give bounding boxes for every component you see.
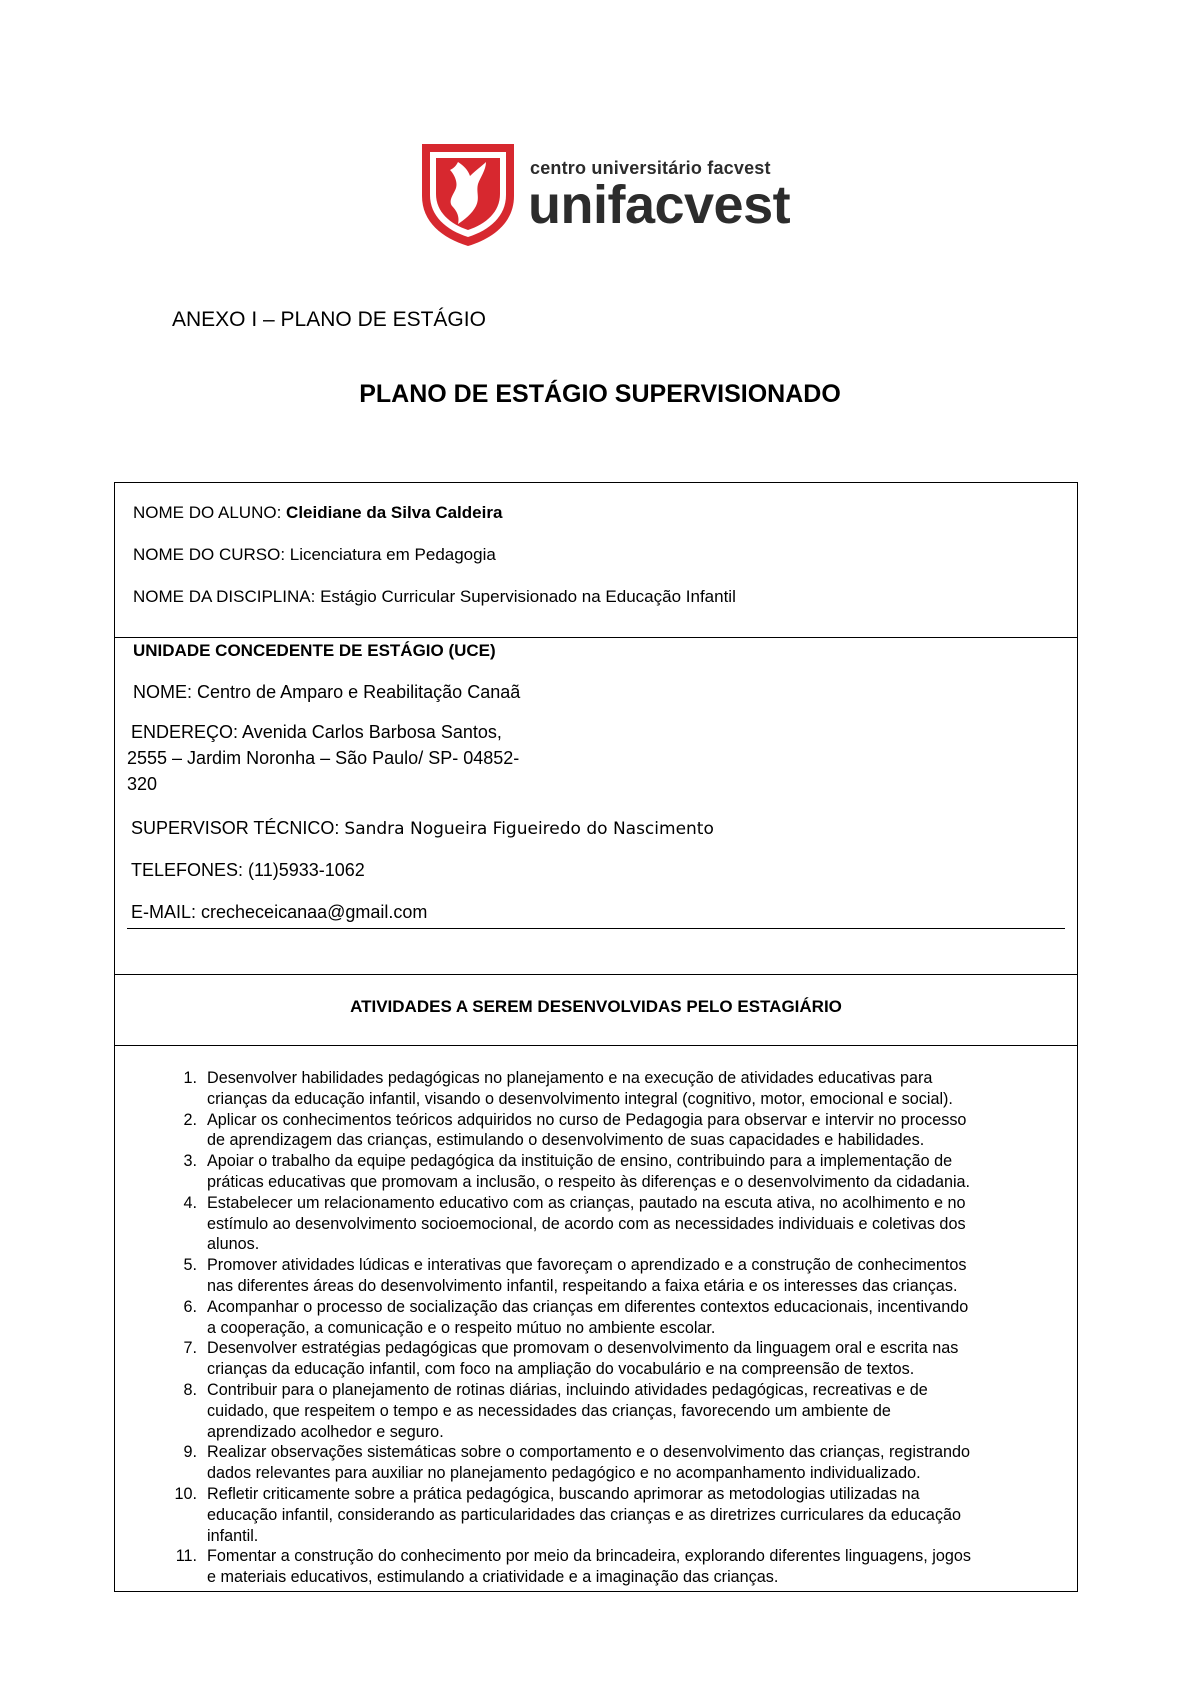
activity-text-line: crianças da educação infantil, visando o desenvolvimento integral (cognitivo, motor, emocional e social). [207,1089,953,1108]
activity-text-line: Promover atividades lúdicas e interativas que favoreçam o aprendizado e a construção de conhecimentos [207,1256,967,1275]
activities-heading-section [114,974,1078,1046]
activity-text-line: cuidado, que respeitem o tempo e as necessidades das crianças, favorecendo um ambiente de [207,1401,891,1420]
activity-text-line: práticas educativas que promovam a inclusão, o respeito às diferenças e o desenvolvimento da cidadania. [207,1172,971,1191]
activity-number: 4. [183,1193,197,1212]
uce-heading: UNIDADE CONCEDENTE DE ESTÁGIO (UCE) [133,641,496,660]
activity-number: 1. [183,1069,197,1087]
activity-text-line: Realizar observações sistemáticas sobre o comportamento e o desenvolvimento das crianças, registrando [207,1443,970,1462]
activity-text-line: nas diferentes áreas do desenvolvimento infantil, respeitando a faixa etária e os interesses das crianças. [207,1276,958,1295]
student-info-section [114,482,1078,638]
annex-title: ANEXO I – PLANO DE ESTÁGIO [172,308,486,331]
activity-text-line: educação infantil, considerando as particularidades das crianças e as diretrizes curriculares da educação [207,1505,962,1524]
activity-item [115,1484,1077,1546]
uce-section [114,637,1078,975]
uce-address-line-2: 2555 – Jardim Noronha – São Paulo/ SP- 04852- [127,748,520,768]
activity-text-line: Fomentar a construção do conhecimento por meio da brincadeira, explorando diferentes linguagens, jogos [207,1547,971,1566]
course-value: Licenciatura em Pedagogia [289,545,496,564]
activity-text-line: crianças da educação infantil, com foco na ampliação do vocabulário e na compreensão de textos. [207,1360,915,1379]
uce-address-value-1: Avenida Carlos Barbosa Santos, [242,722,502,742]
uce-email-label: E-MAIL: [131,902,197,922]
activity-text-line: e materiais educativos, estimulando a criatividade e a imaginação das crianças. [207,1568,779,1587]
activity-text-line: de aprendizagem das crianças, estimulando o desenvolvimento de suas capacidades e habilidades. [207,1131,925,1150]
activity-text-line: Aplicar os conhecimentos teóricos adquiridos no curso de Pedagogia para observar e intervir no processo [207,1110,967,1129]
activity-number: 9. [183,1443,197,1462]
student-name-value: Cleidiane da Silva Caldeira [286,503,503,522]
activity-text-line: Apoiar o trabalho da equipe pedagógica da instituição de ensino, contribuindo para a implementação de [207,1152,953,1171]
activity-item [115,1546,1077,1588]
activity-text-line: Contribuir para o planejamento de rotinas diárias, incluindo atividades pedagógicas, recreativas e de [207,1380,928,1399]
activity-text-line: Desenvolver estratégias pedagógicas que promovam o desenvolvimento da linguagem oral e escrita nas [207,1339,959,1358]
course-row [133,545,496,565]
activity-number: 2. [183,1110,197,1129]
activity-item [115,1380,1077,1442]
activity-item [115,1151,1077,1193]
activity-item [115,1110,1077,1152]
uce-phones-label: TELEFONES: [131,860,244,880]
activity-text-line: alunos. [207,1235,260,1254]
activity-item [115,1297,1077,1339]
page-title: PLANO DE ESTÁGIO SUPERVISIONADO [359,380,841,408]
activity-number: 11. [175,1547,197,1566]
unifacvest-logo [420,140,800,250]
activity-text-line: aprendizado acolhedor e seguro. [207,1422,444,1441]
logo-subtitle: centro universitário facvest [530,158,771,178]
logo-wordmark: unifacvest [528,175,791,235]
uce-phones-value: (11)5933-1062 [248,860,365,880]
uce-address-label: ENDEREÇO: [131,722,239,742]
uce-email-value: crecheceicanaa@gmail.com [201,902,428,922]
activity-number: 3. [183,1152,197,1171]
activity-text-line: a cooperação, a comunicação e o respeito mútuo no ambiente escolar. [207,1318,716,1337]
student-name-label: NOME DO ALUNO: [133,503,282,522]
activity-number: 5. [183,1256,197,1275]
uce-supervisor-label: SUPERVISOR TÉCNICO: [131,818,340,838]
uce-supervisor-value: Sandra Nogueira Figueiredo do Nascimento [344,819,714,839]
activity-number: 7. [183,1339,197,1358]
activity-text-line: Refletir criticamente sobre a prática pedagógica, buscando aprimorar as metodologias utilizadas na [207,1484,920,1503]
activities-list [115,1068,1077,1588]
activity-text-line: dados relevantes para auxiliar no planejamento pedagógico e no acompanhamento individualizado. [207,1464,921,1483]
uce-phones-row [131,860,365,881]
activity-text-line: estímulo ao desenvolvimento socioemocional, de acordo com as necessidades individuais e coletivas dos [207,1214,966,1233]
activity-number: 6. [183,1297,197,1316]
activity-text-line: Estabelecer um relacionamento educativo com as crianças, pautado na escuta ativa, no acolhimento e no [207,1193,966,1212]
course-label: NOME DO CURSO: [133,545,286,564]
activity-number: 8. [183,1380,197,1399]
activity-text-line: Acompanhar o processo de socialização das crianças em diferentes contextos educacionais, incentivando [207,1297,969,1316]
unifacvest-shield-icon [420,140,516,248]
activity-item [115,1193,1077,1255]
uce-address-line-3: 320 [127,774,158,794]
activity-item [115,1338,1077,1380]
uce-name-value: Centro de Amparo e Reabilitação Canaã [197,682,521,702]
activity-item [115,1442,1077,1484]
activity-number: 10. [174,1484,197,1503]
discipline-row [133,587,736,607]
uce-name-label: NOME: [133,682,193,702]
activity-item [115,1255,1077,1297]
uce-name-row [133,682,520,703]
activities-heading: ATIVIDADES A SEREM DESENVOLVIDAS PELO ESTAGIÁRIO [350,997,842,1016]
student-name-row [133,503,502,523]
activity-item [115,1068,1077,1110]
email-underline [127,928,1065,929]
uce-supervisor-row [131,818,714,839]
uce-email-row [131,902,427,923]
uce-address-line-1 [131,722,502,743]
activities-list-section [114,1045,1078,1592]
discipline-label: NOME DA DISCIPLINA: [133,587,316,606]
activity-text-line: infantil. [207,1526,259,1545]
discipline-value: Estágio Curricular Supervisionado na Educação Infantil [320,587,736,606]
activity-text-line: Desenvolver habilidades pedagógicas no planejamento e na execução de atividades educativas para [207,1069,933,1087]
